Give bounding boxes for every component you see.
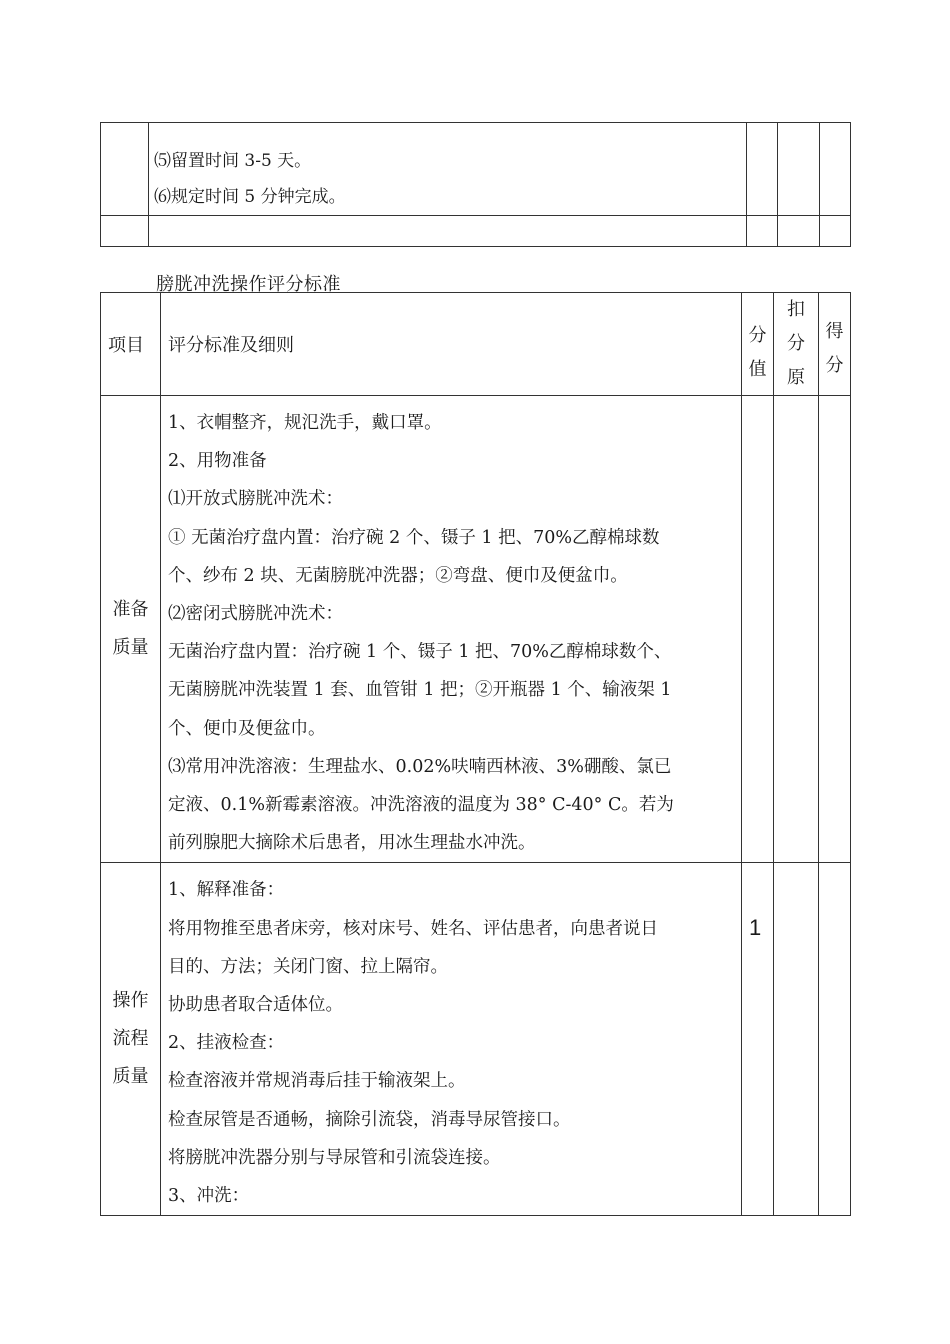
text-line: ⑹规定时间 5 分钟完成。 bbox=[154, 187, 346, 207]
criteria-line: ① 无菌治疗盘内置：治疗碗 2 个、镊子 1 把、70%乙醇棉球数 bbox=[168, 527, 660, 548]
item-label: 准备 bbox=[112, 599, 149, 621]
empty-cell bbox=[101, 216, 149, 247]
value-cell: 1 bbox=[742, 863, 774, 1216]
empty-cell bbox=[742, 396, 774, 863]
criteria-line: 将用物推至患者床旁，核对床号、姓名、评估患者，向患者说日 bbox=[168, 918, 658, 939]
header-char: 原 bbox=[787, 367, 805, 388]
item-label: 质量 bbox=[112, 637, 149, 659]
criteria-line: 3、冲洗： bbox=[168, 1186, 250, 1207]
criteria-line: ⑵密闭式膀胱冲洗术： bbox=[168, 604, 343, 625]
previous-table-content bbox=[149, 123, 747, 216]
empty-cell bbox=[101, 123, 149, 216]
empty-cell bbox=[774, 863, 819, 1216]
empty-cell bbox=[778, 216, 820, 247]
previous-table bbox=[100, 122, 851, 247]
header-char: 分 bbox=[748, 325, 767, 346]
empty-cell bbox=[820, 123, 851, 216]
criteria-line: 定液、0.1%新霉素溶液。冲洗溶液的温度为 38° C-40° C。若为 bbox=[168, 795, 674, 816]
criteria-line: 2、用物准备 bbox=[168, 451, 267, 472]
criteria-line: 检查溶液并常规消毒后挂于输液架上。 bbox=[168, 1071, 466, 1092]
header-char: 分 bbox=[787, 333, 805, 354]
empty-cell bbox=[747, 216, 778, 247]
criteria-line: 1、解释准备： bbox=[168, 880, 285, 901]
empty-cell bbox=[820, 216, 851, 247]
header-score bbox=[819, 293, 851, 396]
item-label: 流程 bbox=[112, 1028, 149, 1050]
scoring-table bbox=[100, 292, 851, 1216]
item-operation-quality bbox=[101, 863, 161, 1216]
header-char: 值 bbox=[748, 359, 767, 380]
empty-cell bbox=[819, 396, 851, 863]
operation-criteria bbox=[161, 863, 742, 1216]
item-prep-quality bbox=[101, 396, 161, 863]
criteria-line: 目的、方法；关闭门窗、拉上隔帘。 bbox=[168, 956, 448, 977]
criteria-line: 个、便巾及便盆巾。 bbox=[168, 718, 326, 739]
criteria-line: 将膀胱冲洗器分别与导尿管和引流袋连接。 bbox=[168, 1147, 501, 1168]
header-item: 项目 bbox=[101, 293, 161, 396]
criteria-line: 1、衣帽整齐，规氾洗手，戴口罩。 bbox=[168, 413, 442, 433]
header-value bbox=[742, 293, 774, 396]
criteria-line: 检查尿管是否通畅，摘除引流袋，消毒导尿管接口。 bbox=[168, 1109, 571, 1130]
text-line: ⑸留置时间 3-5 天。 bbox=[154, 151, 312, 171]
header-char: 扣 bbox=[787, 299, 805, 320]
empty-cell bbox=[774, 396, 819, 863]
criteria-line: 无菌膀胱冲洗装置 1 套、血管钳 1 把；②开瓶器 1 个、输液架 1 bbox=[168, 680, 672, 701]
criteria-line: 无菌治疗盘内置：治疗碗 1 个、镊子 1 把、70%乙醇棉球数个、 bbox=[168, 642, 672, 663]
table-row bbox=[101, 396, 851, 863]
header-char: 分 bbox=[825, 355, 844, 376]
empty-cell bbox=[778, 123, 820, 216]
criteria-line: 2、挂液检查： bbox=[168, 1033, 285, 1054]
page-title: 膀胱冲洗操作评分标准 bbox=[156, 274, 341, 295]
header-char: 得 bbox=[825, 321, 844, 342]
criteria-line: 个、纱布 2 块、无菌膀胱冲洗器；②弯盘、便巾及便盆巾。 bbox=[168, 565, 628, 586]
criteria-line: ⑴开放式膀胱冲洗术： bbox=[168, 489, 343, 510]
item-label: 操作 bbox=[112, 990, 149, 1012]
criteria-line: ⑶常用冲洗溶液：生理盐水、0.02%呋喃西林液、3%硼酸、氯已 bbox=[168, 756, 672, 777]
criteria-line: 协助患者取合适体位。 bbox=[168, 995, 343, 1016]
empty-cell bbox=[747, 123, 778, 216]
empty-cell bbox=[149, 216, 747, 247]
header-row bbox=[101, 293, 851, 396]
prep-criteria bbox=[161, 396, 742, 863]
empty-cell bbox=[819, 863, 851, 1216]
criteria-line: 前列腺肥大摘除术后患者，用冰生理盐水冲洗。 bbox=[168, 833, 536, 854]
table-row bbox=[101, 863, 851, 1216]
header-deduct bbox=[774, 293, 819, 396]
item-label: 质量 bbox=[112, 1066, 149, 1088]
header-criteria: 评分标准及细则 bbox=[161, 293, 742, 396]
